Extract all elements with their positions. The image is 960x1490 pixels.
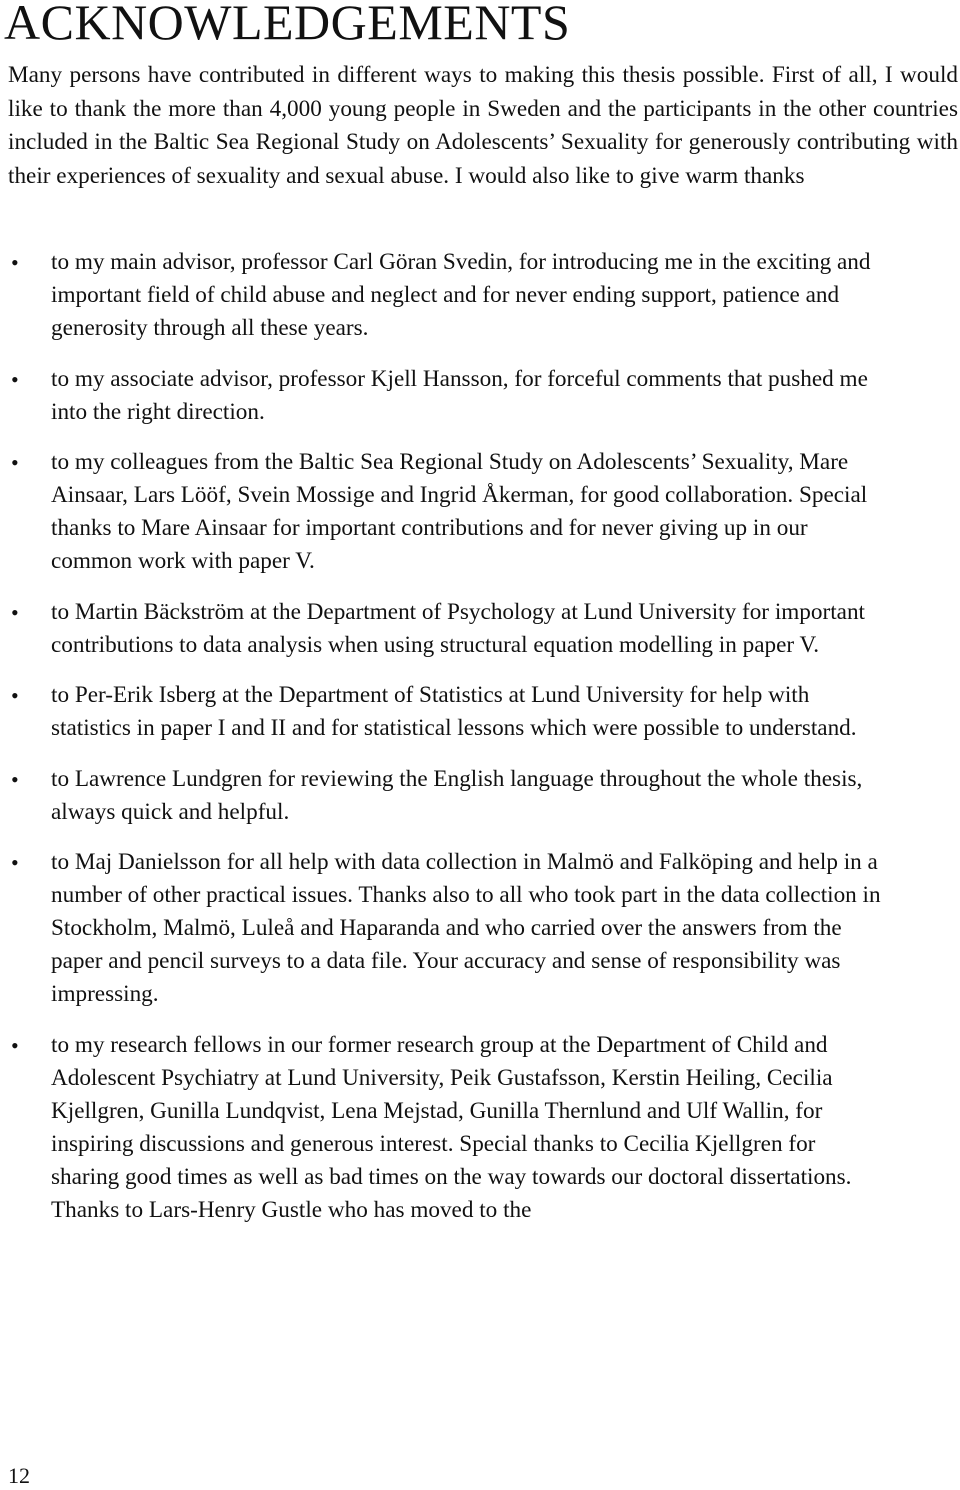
list-item-text: to my main advisor, professor Carl Göran Svedin, for introducing me in the exciting and important field of child abuse and neglect and for never ending support, patience and generosity through all these years. [51,249,871,341]
list-item [0,763,881,829]
list-item-text: to my associate advisor, professor Kjell Hansson, for forceful comments that pushed me into the right direction. [51,365,868,425]
bullet-icon: • [11,366,19,392]
list-item-text: to Lawrence Lundgren for reviewing the English language throughout the whole thesis, always quick and helpful. [51,765,863,825]
list-item [0,596,881,662]
bullet-icon: • [11,766,19,792]
list-item-text: to Martin Bäckström at the Department of Psychology at Lund University for important contributions to data analysis when using structural equation modelling in paper V. [51,598,865,658]
page-number: 12 [8,1463,30,1488]
bullet-icon: • [11,1032,19,1058]
list-item-text: to Maj Danielsson for all help with data collection in Malmö and Falköping and help in a number of other practical issues. Thanks also to all who took part in the data collection in Stockholm, Malmö, Luleå and Haparanda and who carried over the answers from the paper and pencil surveys to a data file. Your accuracy and sense of responsibility was impressing. [51,849,881,1007]
list-item [0,679,881,745]
bullet-icon: • [11,850,19,875]
list-item [0,363,881,429]
bullet-icon: • [11,683,19,708]
list-item [0,446,881,578]
page-heading: ACKNOWLEDGEMENTS [4,0,571,50]
bullet-icon: • [11,599,19,625]
acknowledgement-list [0,246,960,1244]
list-item-text: to my research fellows in our former research group at the Department of Child and Adolescent Psychiatry at Lund University, Peik Gustafsson, Kerstin Heiling, Cecilia Kjellgren, Gunilla Lundqvist, Lena Mejstad, Gunilla Thernlund and Ulf Wallin, for inspiring discussions and generous interest. Special thanks to Cecilia Kjellgren for sharing good times as well as bad times on the way towards our doctoral dissertations. Thanks to Lars-Henry Gustle who has moved to the [51,1031,852,1223]
list-item [0,846,881,1011]
bullet-icon: • [11,450,19,475]
list-item-text: to my colleagues from the Baltic Sea Regional Study on Adolescents’ Sexuality, Mare Ainsaar, Lars Lööf, Svein Mossige and Ingrid Åkerman, for good collaboration. Special thanks to Mare Ainsaar for important contributions and for never giving up in our common work with paper V. [51,449,868,574]
bullet-icon: • [11,250,19,275]
list-item-text: to Per-Erik Isberg at the Department of Statistics at Lund University for help with statistics in paper I and II and for statistical lessons which were possible to understand. [51,682,857,741]
intro-paragraph: Many persons have contributed in different ways to making this thesis possible. First of all, I would like to thank the more than 4,000 young people in Sweden and the participants in the other countries included in the Baltic Sea Regional Study on Adolescents’ Sexuality for generously contributing with their experiences of sexuality and sexual abuse. I would also like to give warm thanks [8,62,958,189]
list-item [0,246,881,345]
list-item [0,1029,881,1227]
